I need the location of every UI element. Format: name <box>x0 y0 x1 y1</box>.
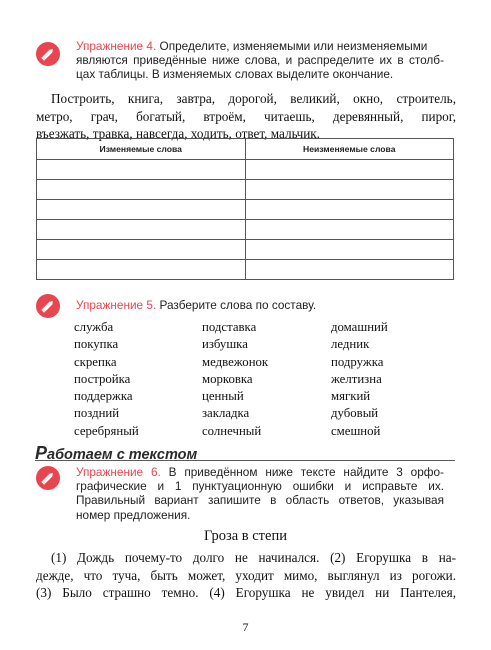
exercise-4-word-list: Построить, книга, завтра, дорогой, великий, окно, строитель, метро, грач, богатый, втроём, читаешь, деревянный, пирог, въезжать, травка, навсегда, ходить, ответ, мальчик. <box>36 91 456 142</box>
table-row <box>37 200 454 220</box>
answer-cell[interactable] <box>245 220 454 240</box>
exercise-5-label: Упражнение 5. <box>76 298 157 312</box>
page-number: 7 <box>242 620 249 634</box>
exercise-6-label: Упражнение 6. <box>76 465 161 479</box>
word-column-3 <box>331 319 388 440</box>
story-title: Гроза в степи <box>204 528 287 544</box>
exercise-4-label: Упражнение 4. <box>76 39 157 53</box>
answer-cell[interactable] <box>37 220 246 240</box>
list-item: служба <box>74 320 114 334</box>
list-item: подружка <box>331 354 384 369</box>
list-item: дубовый <box>331 406 379 421</box>
list-item: серебряный <box>74 423 139 438</box>
answer-cell[interactable] <box>37 240 246 260</box>
section-divider <box>35 460 455 461</box>
list-item: избушка <box>202 337 248 352</box>
table-row <box>37 160 454 180</box>
word-classification-table <box>36 138 454 280</box>
table-header-unchangeable: Неизменяемые слова <box>245 139 454 160</box>
list-item: солнечный <box>202 423 262 438</box>
list-item: медвежонок <box>202 354 269 369</box>
list-item: домашний <box>331 320 388 334</box>
table-row <box>37 240 454 260</box>
exercise-6-instructions: Упражнение 6. В приведённом ниже тексте найдите 3 орфо- графические и 1 пунктуационную ошибки и исправьте их. Правильный вариант запишите в область ответов, указывая номер предложения. <box>76 465 444 522</box>
list-item: скрепка <box>74 354 117 369</box>
list-item: подставка <box>202 320 257 334</box>
word-column-1 <box>74 319 139 440</box>
story-text: (1) Дождь почему-то долго не начинался. (2) Егорушка в на- дежде, что туча, быть может, уходит мимо, выглянул из рогожи. (3) Было страшно темно. (4) Егорушка не увидел ни Пантелея, <box>36 550 456 601</box>
pencil-icon <box>36 466 60 490</box>
answer-cell[interactable] <box>245 260 454 280</box>
section-heading: Работаем с текстом <box>35 443 198 463</box>
list-item: закладка <box>202 406 250 421</box>
list-item: смешной <box>331 423 381 438</box>
answer-cell[interactable] <box>37 200 246 220</box>
answer-cell[interactable] <box>245 200 454 220</box>
answer-cell[interactable] <box>37 160 246 180</box>
list-item: морковка <box>202 371 253 386</box>
list-item: ценный <box>202 389 244 404</box>
exercise-4-instructions: Упражнение 4. Определите, изменяемыми или неизменяемыми являются приведённые ниже слова, и распределите их в столб- цах таблицы. В изменяемых словах выделите окончание. <box>76 39 444 82</box>
pencil-icon <box>36 294 60 318</box>
list-item: желтизна <box>331 371 382 386</box>
list-item: мягкий <box>331 389 371 404</box>
table-row <box>37 220 454 240</box>
list-item: покупка <box>74 337 119 352</box>
answer-cell[interactable] <box>245 240 454 260</box>
answer-cell[interactable] <box>37 260 246 280</box>
list-item: поздний <box>74 406 120 421</box>
pencil-icon <box>36 42 60 66</box>
table-row <box>37 260 454 280</box>
list-item: ледник <box>331 337 370 352</box>
answer-cell[interactable] <box>245 180 454 200</box>
exercise-5-instructions: Упражнение 5. Разберите слова по составу. <box>76 298 317 312</box>
answer-cell[interactable] <box>37 180 246 200</box>
list-item: поддержка <box>74 389 133 404</box>
word-column-2 <box>202 319 268 440</box>
answer-cell[interactable] <box>245 160 454 180</box>
table-header-changeable: Изменяемые слова <box>37 139 246 160</box>
table-row <box>37 180 454 200</box>
list-item: постройка <box>74 371 131 386</box>
